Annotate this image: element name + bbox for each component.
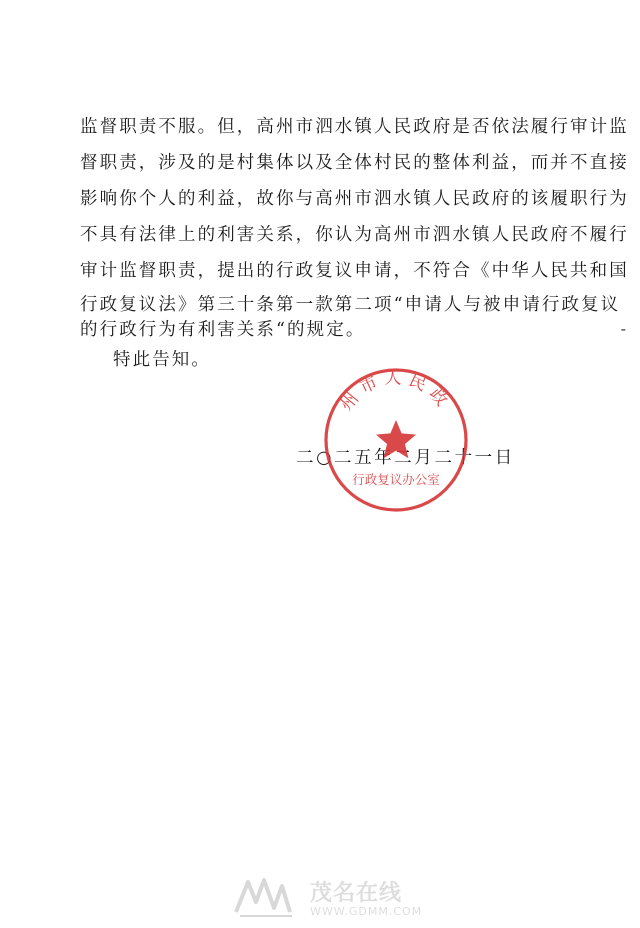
- body-line-3: 影响你个人的利益，故你与高州市泗水镇人民政府的该履职行为: [80, 189, 629, 209]
- seal-star-icon: [376, 420, 416, 458]
- seal-top-text: 州市人民政: [336, 368, 456, 415]
- watermark-url: WWW.GDMM.COM: [310, 905, 423, 918]
- margin-mark: -: [620, 319, 626, 338]
- watermark-name: 茂名在线: [310, 881, 403, 906]
- official-seal: [322, 366, 470, 514]
- closing-text: 特此告知。: [113, 350, 211, 370]
- seal-bottom-text: 行政复议办公室: [352, 472, 440, 487]
- body-line-7: 的行政行为有利害关系“的规定。: [80, 320, 366, 340]
- body-line-6: 行政复议法》第三十条第一款第二项“申请人与被申请行政复议: [80, 295, 621, 315]
- body-line-1: 监督职责不服。但，高州市泗水镇人民政府是否依法履行审计监: [80, 117, 629, 137]
- body-line-4: 不具有法律上的利害关系，你认为高州市泗水镇人民政府不履行: [80, 225, 629, 245]
- watermark: [230, 872, 430, 922]
- watermark-logo-icon: [230, 872, 302, 920]
- svg-text:州市人民政: [337, 369, 455, 415]
- body-line-2: 督职责，涉及的是村集体以及全体村民的整体利益，而并不直接: [80, 153, 629, 173]
- date-line: 二○二五年二月二十一日: [296, 448, 515, 468]
- body-line-5: 审计监督职责，提出的行政复议申请，不符合《中华人民共和国: [80, 261, 629, 281]
